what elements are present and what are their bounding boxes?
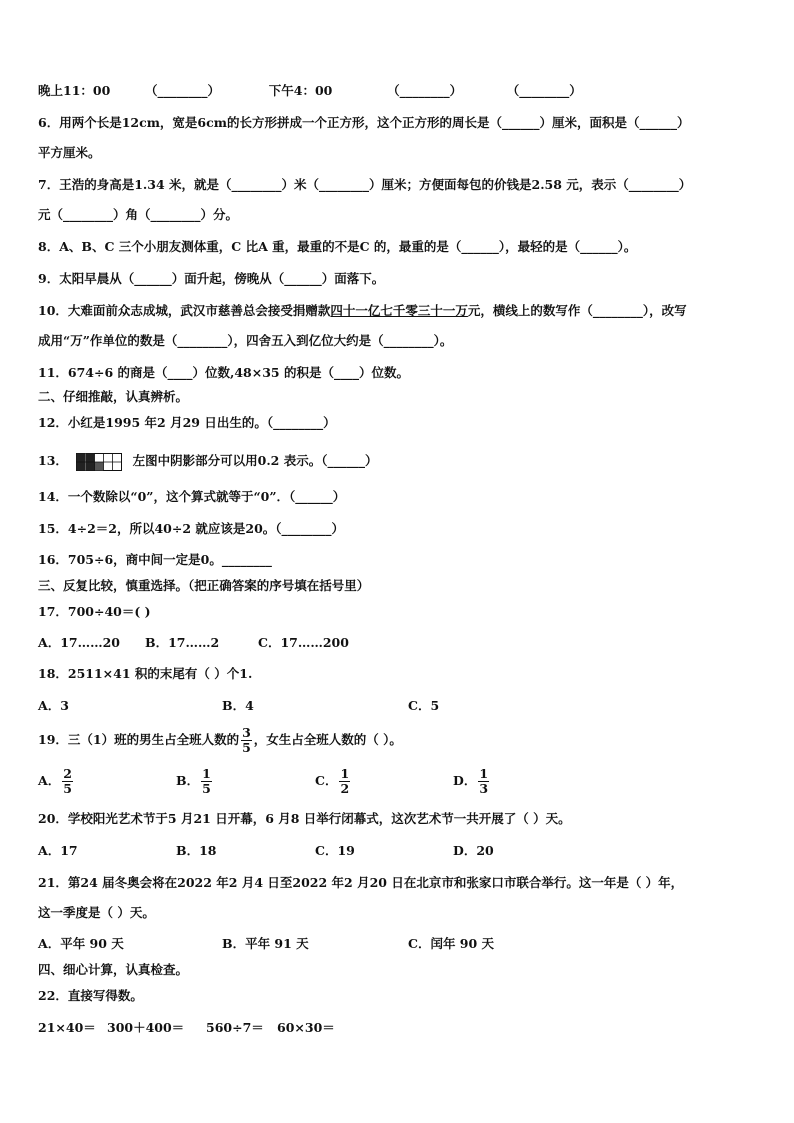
q13-text: 左图中阴影部分可以用0.2 表示。（______）: [132, 453, 378, 468]
q19-frac-denominator: 5: [242, 740, 251, 755]
q21-option-c: C．闰年 90 天: [408, 936, 495, 951]
q22-item-4: 60×30＝: [277, 1020, 335, 1035]
q19-option-b-fraction: [201, 767, 212, 796]
shaded-grid-figure: [76, 453, 122, 471]
q16-line: 16．705÷6，商中间一定是0。________: [38, 552, 272, 567]
q5-blank-b1: （________）: [387, 83, 463, 98]
q19-pre: 19．三（1）班的男生占全班人数的: [38, 732, 240, 747]
q10-pre: 10．大难面前众志成城，武汉市慈善总会接受捐赠款: [38, 303, 331, 318]
q22-item-2: 300＋400＝: [107, 1020, 185, 1035]
q19-option-b-denominator: 5: [202, 781, 211, 796]
q19-fraction: [241, 726, 252, 755]
q17-option-c: C．17……200: [258, 635, 349, 650]
q19-option-d: [453, 764, 491, 798]
q19-option-c-denominator: 2: [340, 781, 350, 796]
q19-stem: [38, 723, 756, 757]
section2-heading: 二、仔细推敲，认真辨析。: [38, 389, 189, 404]
q5-time-b: 下午4：00: [268, 83, 333, 98]
q13-line: [38, 452, 756, 471]
q15-line: 15．4÷2＝2，所以40÷2 就应该是20。（________）: [38, 521, 345, 536]
q22-item-3: 560÷7＝: [206, 1020, 264, 1035]
q22-stem: 22．直接写得数。: [38, 988, 143, 1003]
q12-line: 12．小红是1995 年2 月29 日出生的。（________）: [38, 415, 336, 430]
q19-option-c-label: C．: [315, 773, 338, 788]
q18-option-a: A．3: [38, 698, 69, 713]
q17-option-b: B．17……2: [145, 635, 220, 650]
q19-option-c-numerator: 1: [340, 766, 350, 781]
q5-blank-b2: （________）: [506, 83, 582, 98]
q21-option-a: A．平年 90 天: [38, 936, 124, 951]
q20-option-d: D．20: [453, 843, 494, 858]
section3-heading: 三、反复比较，慎重选择。（把正确答案的序号填在括号里）: [38, 578, 370, 593]
q7-line1: 7．王浩的身高是1.34 米，就是（________）米（________）厘米；方便面每包的价钱是2.58 元，表示（________）: [38, 177, 692, 192]
q20-option-c: C．19: [315, 843, 355, 858]
q6-line2: 平方厘米。: [38, 145, 101, 160]
q21-option-b: B．平年 91 天: [222, 936, 309, 951]
q8-line: 8．A、B、C 三个小朋友测体重，C 比A 重，最重的不是C 的，最重的是（______），最轻的是（______）。: [38, 239, 637, 254]
q7-line2: 元（________）角（________）分。: [38, 207, 239, 222]
q9-line: 9．太阳早晨从（______）面升起，傍晚从（______）面落下。: [38, 271, 385, 286]
q6-line1: 6．用两个长是12cm，宽是6cm的长方形拼成一个正方形，这个正方形的周长是（______）厘米，面积是（______）: [38, 115, 690, 130]
q19-option-c: [315, 764, 352, 798]
q10-line2: 成用“万”作单位的数是（________），四舍五入到亿位大约是（________）。: [38, 333, 453, 348]
q22-item-1: 21×40＝: [38, 1020, 96, 1035]
q5-blank-a: （________）: [145, 83, 221, 98]
q14-line: 14．一个数除以“0”，这个算式就等于“0”．（______）: [38, 489, 346, 504]
q19-option-b-label: B．: [176, 773, 200, 788]
q17-option-a: A．17……20: [38, 635, 120, 650]
q19-option-b-numerator: 1: [202, 766, 211, 781]
q13-num: 13．: [38, 453, 68, 468]
q11-line: 11．674÷6 的商是（____）位数,48×35 的积是（____）位数。: [38, 365, 409, 380]
q5-tail-line: [38, 82, 756, 100]
q19-frac-numerator: 3: [242, 725, 251, 740]
q19-option-a-fraction: [62, 767, 73, 796]
q20-option-b: B．18: [176, 843, 217, 858]
q19-option-d-denominator: 3: [479, 781, 489, 796]
q19-option-a-numerator: 2: [63, 766, 72, 781]
q17-stem: 17．700÷40＝( ): [38, 604, 151, 619]
q19-option-a-label: A．: [38, 773, 61, 788]
q19-option-a-denominator: 5: [63, 781, 72, 796]
q19-option-d-fraction: [478, 767, 489, 796]
q20-option-a: A．17: [38, 843, 78, 858]
section4-heading: 四、细心计算，认真检查。: [38, 962, 189, 977]
q19-option-a: [38, 764, 75, 798]
q10-underlined-number: 四十一亿七千零三十一万: [330, 303, 468, 318]
q5-time-a: 晚上11：00: [38, 83, 111, 98]
q21-line2: 这一季度是（ ）天。: [38, 905, 155, 920]
q20-stem: 20．学校阳光艺术节于5 月21 日开幕，6 月8 日举行闭幕式，这次艺术节一共开展了（ ）天。: [38, 811, 571, 826]
q10-post: 元，横线上的数写作（________），改写: [467, 303, 687, 318]
q10-line1: [38, 302, 756, 320]
q19-option-c-fraction: [339, 767, 350, 796]
q21-line1: 21．第24 届冬奥会将在2022 年2 月4 日至2022 年2 月20 日在北京市和张家口市联合举行。这一年是（ ）年，: [38, 875, 684, 890]
q18-option-c: C．5: [408, 698, 440, 713]
q19-option-b: [176, 764, 214, 798]
q19-post: ，女生占全班人数的（ ）。: [253, 732, 402, 747]
q19-option-d-numerator: 1: [479, 766, 489, 781]
q18-stem: 18．2511×41 积的末尾有（ ）个1.: [38, 666, 253, 681]
q19-option-d-label: D．: [453, 773, 477, 788]
q18-option-b: B．4: [222, 698, 254, 713]
